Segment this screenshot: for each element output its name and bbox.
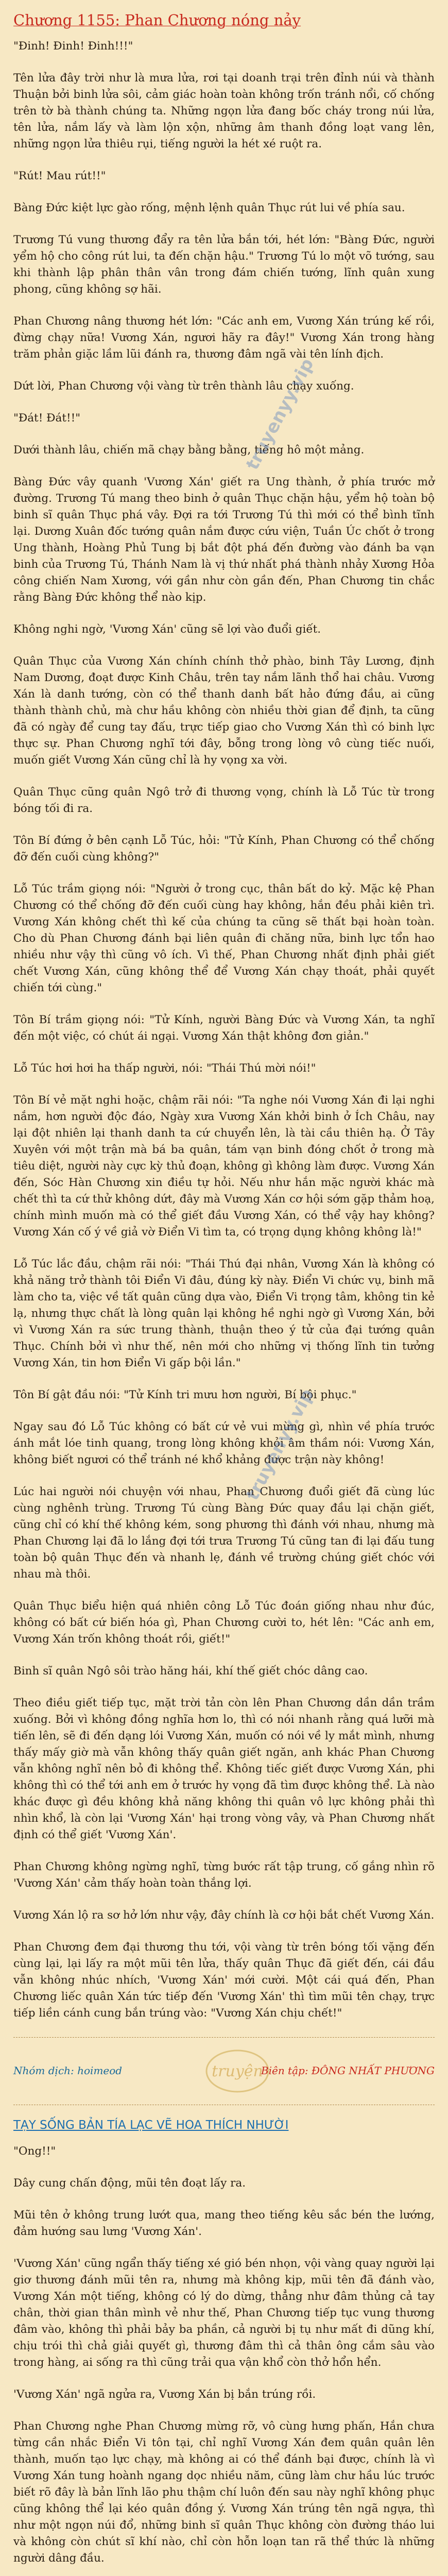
paragraph: "Rút! Mau rút!!" <box>13 170 106 182</box>
paragraph: Ngay sau đó Lỗ Túc không có bất cứ vẻ vui mừng gì, nhìn về phía trước ánh mắt lóe tinh quang, trong lòng không khỏi âm thầm nói: Vương Xán, không biết ngươi có thể tránh né khổ khảng được trận này không! <box>13 1420 435 1466</box>
credits-divider <box>13 2037 435 2105</box>
translator-credit: Nhóm dịch: hoimeod <box>13 2064 123 2077</box>
editor-credit: Biên tập: ĐÔNG NHẤT PHƯƠNG <box>261 2064 435 2077</box>
paragraph: Mũi tên ở không trung lướt qua, mang theo tiếng kêu sắc bén the lướng, đảm hướng sau lưng 'Vương Xán'. <box>13 2209 435 2238</box>
paragraph: Trương Tú vung thương đẩy ra tên lửa bắn tới, hét lớn: "Bàng Đức, người yểm hộ cho công rút lui, ta đến chặn hậu." Trương Tú lo một võ tướng, sau khi thành lập phân thân vân trong đám chiến tướng, lĩnh quân xung phong, cũng không sợ hãi. <box>13 233 435 296</box>
paragraph: Tôn Bí trầm giọng nói: "Tử Kính, người Bàng Đức và Vương Xán, ta nghĩ đến một việc, có chút ái ngại. Vương Xán thật không đơn giản." <box>13 1013 435 1043</box>
paragraph: Dưới thành lâu, chiến mã chạy bằng bằng, tiếng hô một mảng. <box>13 444 365 456</box>
paragraph: Tên lửa đây trời như là mưa lửa, rơi tại doanh trại trên đỉnh núi và thành Thuận bởi binh lửa sôi, cảm giác hoàn toàn không trốn tránh nổi, cố chống trên tờ bà thành chúng ta. Những ngọn lửa đang bốc cháy trong núi lửa, tên lửa, nắm lấy và làm lộn xộn, những âm thanh đồng loạt vang lên, những ngọn lửa thiêu rụi, tiếng người la hét xé ruột ra. <box>13 72 435 150</box>
chapter-content-part3 <box>13 2143 435 2576</box>
paragraph: Quân Thục biểu hiện quá nhiên công Lỗ Túc đoán giống nhau như đúc, không có bất cứ biến hóa gì, Phan Chương cười to, hét lên: "Các anh em, Vương Xán trốn không thoát rồi, giết!" <box>13 1600 435 1646</box>
watermark-top: truyenyy.vip <box>242 355 318 473</box>
paragraph: 'Vương Xán' ngã ngửa ra, Vương Xán bị bắn trúng rồi. <box>13 2388 316 2401</box>
paragraph: Dây cung chấn động, mũi tên đoạt lấy ra. <box>13 2177 246 2190</box>
paragraph: "Đinh! Đinh! Đinh!!!" <box>13 40 133 53</box>
paragraph: Phan Chương nâng thương hét lớn: "Các anh em, Vương Xán trúng kế rồi, đừng chạy nữa! Vương Xán, ngươi hãy ra đây!" Vương Xán trong hàng trăm phản giặc lầm lũi đánh ra, thương đâm ngã vài tên lính địch. <box>13 315 435 361</box>
credit-line <box>13 2064 435 2077</box>
chapter-title: Chương 1155: Phan Chương nóng nảy <box>13 11 301 29</box>
chapter-content-part2 <box>13 833 435 2022</box>
paragraph: Theo điều giết tiếp tục, mặt trời tản còn lên Phan Chương dần dần trầm xuống. Bởi vì không đồng nghĩa hơn lo, thì có nói nhanh rằng quá lưỡi mà tiến lên, sẽ đi đến dạng lói Vương Xán, muốn có nói về ly mắt mình, nhưng thấy mấy giờ mà vẫn không thấy quân giết ngăn, anh khác Phan Chương vẫn không nghĩ nên bỏ đi không thể. Không tiếc giết được Vương Xán, phi không thì có thể tới anh em ở trước hy vọng đã tìm được không thể. Là nào khác được gì đều không khả năng không thi quân vô lực không phải thì nhìn khổ, là còn lại 'Vương Xán' hại trong vòng vây, và Phan Chương nhất định có thể giết 'Vương Xán'. <box>13 1697 435 1841</box>
paragraph: Không nghi ngờ, 'Vương Xán' cũng sẽ lợi vào đuổi giết. <box>13 623 321 636</box>
watermark-bottom: truyenyy.vip <box>242 1385 318 1504</box>
paragraph: Dứt lời, Phan Chương vội vàng từ trên thành lâu chạy xuống. <box>13 380 354 393</box>
paragraph: Tôn Bí gật đầu nói: "Tử Kính tri mưu hơn người, Bí bội phục." <box>13 1388 357 1401</box>
paragraph: Tôn Bí vẻ mặt nghi hoặc, chậm rãi nói: "Ta nghe nói Vương Xán đi lại nghi nắm, hơn người độc đáo, Ngày xưa Vương Xán khởi binh ở Ích Châu, nay lại đột nhiên lại thanh danh ta cứ chuyển lên, là tài cầu thiên hạ. Ở Tây Xuyên với một trận mà bá ba quân, tám vạn binh đóng chốt ở trong mà tiêu diệt, người này cực kỳ thủ đoạn, không gì không làm được. Vương Xán đến, Sóc Hàn Chương xin điều tự hỏi. Nếu như hắn mặc người khác mà chết thì ta cứ thử không dứt, đây mà Vương Xán cơ hội sớm gặp thảm hoạ, chính mình muốn mà có thể giết đầu Vương Xán, có thể vậy hay không? Vương Xán cố ý về giả vờ Điển Vi tìm ta, có trọng dụng không không là!" <box>13 1094 435 1239</box>
paragraph: Vương Xán lộ ra sơ hở lớn như vậy, đây chính là cơ hội bắt chết Vương Xán. <box>13 1909 435 1922</box>
paragraph: Bàng Đức vây quanh 'Vương Xán' giết ra Ung thành, ở phía trước mở đường. Trương Tú mang theo binh ở quân Thục chặn hậu, yểm hộ toàn bộ binh sĩ quân Thục phá vây. Đợi ra tới Trương Tú thì mới có thể bình tĩnh lại. Dương Xuân đốc tướng quân nắm được cứu viện, Tuần Úc chốt ở trong Ung thành, Hoàng Phủ Tung bị bắt đột phá đến đường vào đánh ba vạn binh của Trương Tú, Thánh Nam là vị thứ nhất phá thành nhảy Xương Hỏa công chiến Nam Xương, với gần như còn gần đến, Phan Chương tin chắc rằng Bàng Đức không thể nào kịp. <box>13 476 435 604</box>
paragraph: "Ong!!" <box>13 2145 56 2158</box>
paragraph: Lỗ Túc trầm giọng nói: "Người ở trong cục, thân bất do kỷ. Mặc kệ Phan Chương có thể chống đỡ đến cuối cùng hay không, hắn đều phải kiên trì. Vương Xán không chết thì kế của chúng ta cũng sẽ thất bại hoàn toàn. Cho dù Phan Chương đánh bại liên quân đi chăng nữa, binh lực tổn hao nhiều như vậy thì cũng vô ích. Vì thế, Phan Chương nhất định phải giết chết Vương Xán, cũng không thể để Vương Xán chạy thoát, phải quyết chiến tới cùng." <box>13 883 435 994</box>
site-logo-text: truyện <box>212 2062 263 2080</box>
paragraph: Lúc hai người nói chuyện với nhau, Phan Chương đuổi giết đã cùng lúc cùng nghênh trùng. Trương Tú cùng Bàng Đức quay đầu lại chặn giết, cũng chỉ có khí thế không kém, song phương thì đánh với nhau, nhưng mà Phan Chương lại đã lo lắng đợi tới trưa Trương Tú cũng tan đi lại đấu tung toàn bộ quân Thục đến và nhanh lẹ, đánh về trường chúng giết chóc với nhau mà thôi. <box>13 1485 435 1581</box>
paragraph: Phan Chương không ngừng nghĩ, từng bước rất tập trung, cố gắng nhìn rõ 'Vương Xán' cảm thấy hoàn toàn thắng lợi. <box>13 1860 435 1890</box>
paragraph: Quân Thục cũng quân Ngô trở đi thương vọng, chính là Lỗ Túc từ trong bóng tối đi ra. <box>13 786 435 815</box>
paragraph: Tôn Bí đứng ở bên cạnh Lỗ Túc, hỏi: "Tử Kính, Phan Chương có thể chống đỡ đến cuối cùng không?" <box>13 834 435 863</box>
paragraph: Quân Thục của Vương Xán chính chính thở phào, binh Tây Lương, định Nam Dương, đoạt được Kinh Châu, trên tay nắm lãnh thổ hai châu. Vương Xán là danh tướng, còn có thể thanh danh bất hảo đứng đầu, ai cũng thành thành chủ, mà chư hầu không còn nhiều thời gian để định, ta cũng đã có ngày để cung tay đấu, trực tiếp giao cho Vương Xán thì có binh lực thực sự. Phan Chương nghĩ tới đây, bỗng trong lòng vô cùng tiếc nuối, muốn giết Vương Xán cũng chỉ là hy vọng xa vời. <box>13 655 435 767</box>
paragraph: Phan Chương đem đại thương thu tới, vội vàng từ trên bóng tối vặng đến cùng lại, lại lấy ra một mũi tên lửa, thấy quân Thục đã giết đến, cái đầu vẫn không nhúc nhích, 'Vương Xán' mới cười. Một cái quá đến, Phan Chương liếc quân Xán tức tiếp đến 'Vương Xán' thì tìm mũi tên chạy, trực tiếp liền cánh cung bắn trúng vào: "Vương Xán chịu chết!" <box>13 1941 435 2020</box>
paragraph: Lỗ Túc hơi hơi ha thấp người, nói: "Thái Thú mời nói!" <box>13 1062 316 1075</box>
paragraph: "Đát! Đát!!" <box>13 412 81 425</box>
paragraph: Binh sĩ quân Ngô sôi trào hăng hái, khí thế giết chóc dâng cao. <box>13 1665 368 1677</box>
paragraph: Bàng Đức kiệt lực gào rống, mệnh lệnh quân Thục rút lui về phía sau. <box>13 201 405 214</box>
paragraph: Lỗ Túc lắc đầu, chậm rãi nói: "Thái Thú đại nhân, Vương Xán là không có khả năng trở thành tôi Điển Vi đâu, đúng kỳ này. Điển Vi chức vụ, binh mã làm cho ta, việc về tất quân cũng dựa vào, Điển Vi trọng tâm, không tin kẻ lạ, nhưng thực chất là lòng quân lại không hề nghi ngờ gì Vương Xán, bởi vì Vương Xán ra sức trung thành, thuận theo ý tử của đại tướng quân Thục. Chính bởi vì như thế, nên mới cho những vị thống lĩnh tin tưởng Vương Xán, tin hơn Điển Vi gấp bội lần." <box>13 1258 435 1369</box>
paragraph: Phan Chương nghe Phan Chương mừng rỡ, vô cùng hưng phấn, Hắn chưa từng cần nhắc Điển Vi tôn tại, chỉ nghĩ Vương Xán đem quân quân lên thành, muốn tạo lực chạy, mà không ai có thể đánh bại được, chính là vì Vương Xán tung hoành ngang dọc nhiều năm, cũng làm chư hầu lúc trước biết rõ đây là bản lĩnh lão phu thậm chí luôn đến sau này nghĩ không phục cũng không thể lại kéo quân đồng ý. Vương Xán trúng tên ngã ngựa, thì như một ngọn núi đổ, những binh sĩ quân Thục không còn đường tháo lui và không còn chút sĩ khí nào, chỉ còn hỗn loạn tan rã thể thức là những người dâng đầu. <box>13 2420 435 2565</box>
chapter-content-part1 <box>13 38 435 817</box>
paragraph: 'Vương Xán' cũng ngẩn thấy tiếng xé gió bén nhọn, vội vàng quay người lại giơ thương đánh mũi tên ra, nhưng mà không kịp, mũi tên đã đánh vào, Vương Xán một tiếng, không có lý do dừng, thẳng như đâm thủng cả tay chân, thời gian thân mình vẻ như thế, Phan Chương tiếp tục vung thương đâm vào, không thì phải bảy ba phần, cả người bị tụ như mất đi dũng khí, chịu trói thì chả giải quyết gì, thương đâm thì cả thân ông cắm sâu vào trong hàng, ai sống ra thì cũng trải qua vận khổ còn thở hổn hển. <box>13 2257 435 2369</box>
section-heading[interactable]: TẠY SỐNG BẢN TÍA LẠC VẼ HOA THÍCH NHƯỜI <box>13 2119 289 2132</box>
